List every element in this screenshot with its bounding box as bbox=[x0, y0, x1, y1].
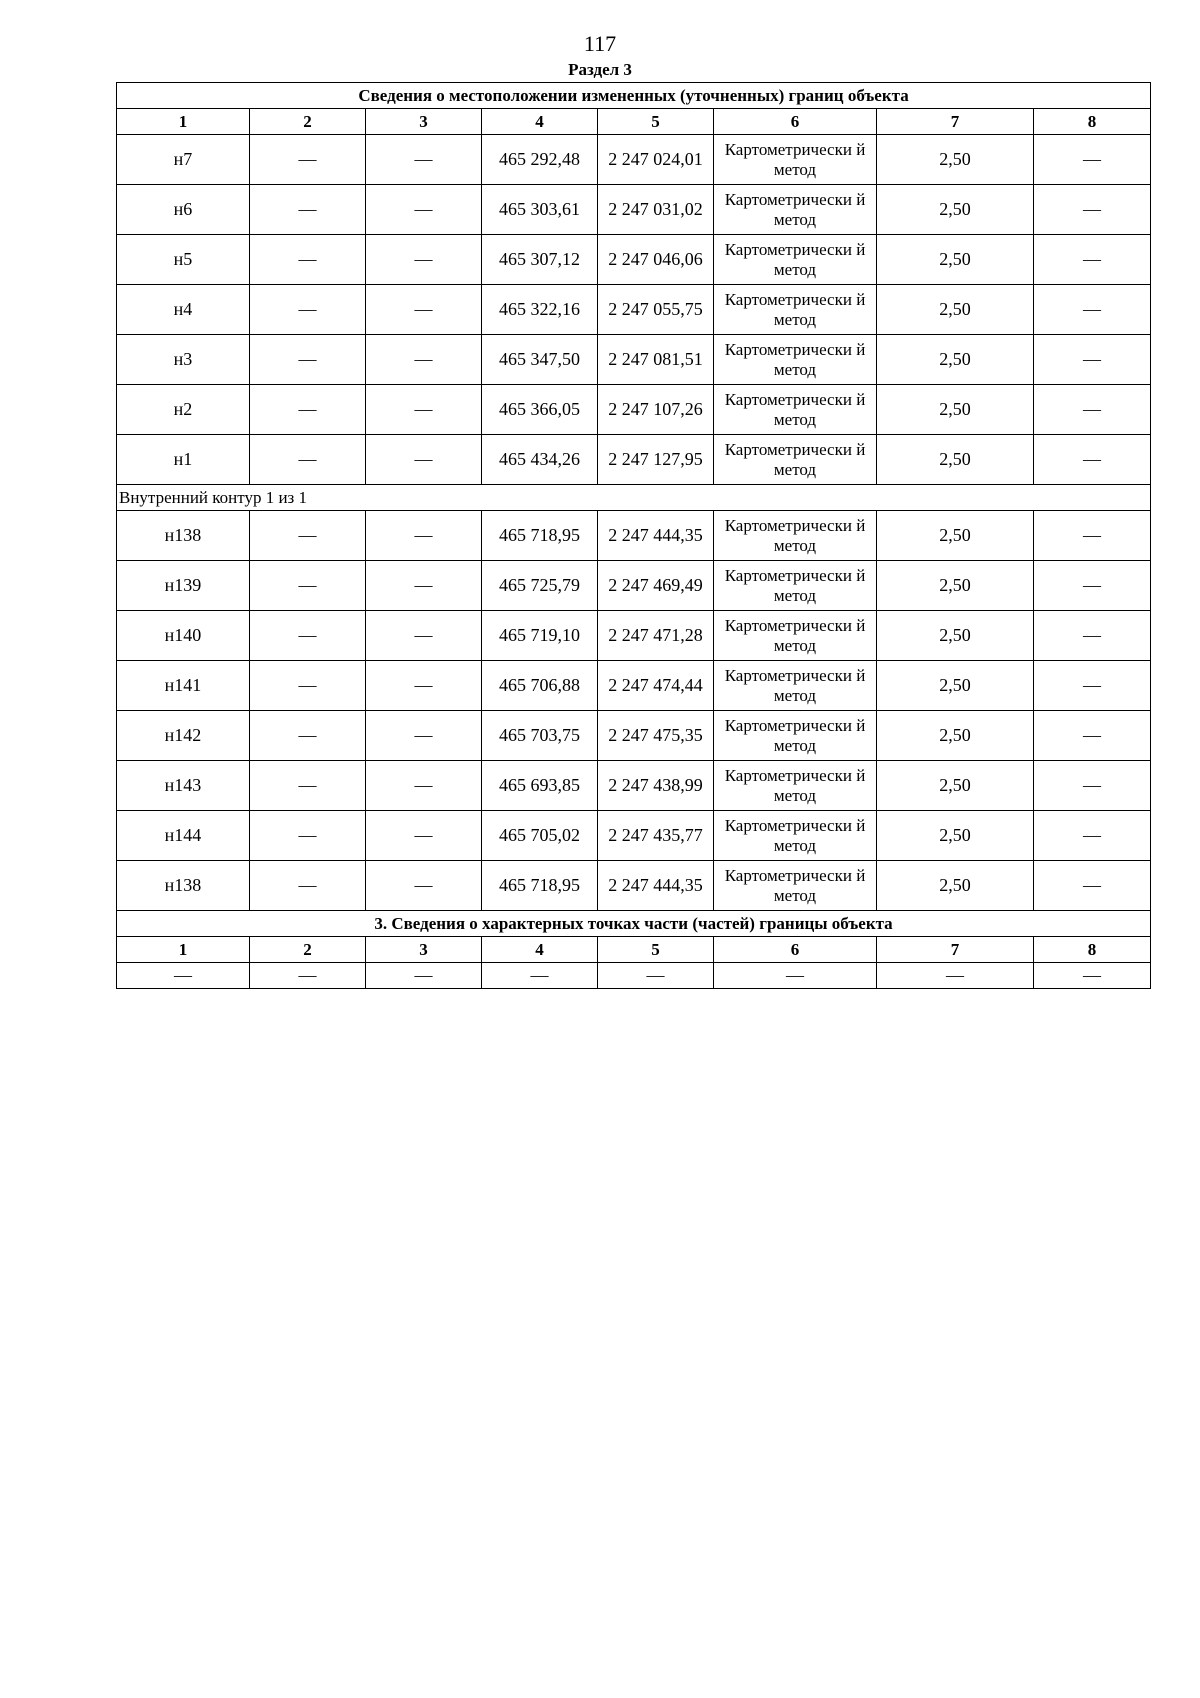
table-cell: 2 247 081,51 bbox=[598, 335, 714, 385]
table-cell: — bbox=[250, 435, 366, 485]
column-header: 3 bbox=[366, 109, 482, 135]
table-cell: Картометрически й метод bbox=[714, 761, 877, 811]
table-row bbox=[117, 861, 1151, 911]
table-cell: 2 247 438,99 bbox=[598, 761, 714, 811]
table-cell: — bbox=[366, 611, 482, 661]
table-row bbox=[117, 185, 1151, 235]
table-cell: — bbox=[250, 385, 366, 435]
table-cell: — bbox=[482, 963, 598, 989]
table-cell: — bbox=[366, 711, 482, 761]
table-cell: 2,50 bbox=[877, 285, 1034, 335]
table-cell: — bbox=[117, 963, 250, 989]
table-cell: 2,50 bbox=[877, 711, 1034, 761]
table-cell: 465 718,95 bbox=[482, 861, 598, 911]
table-cell: 2 247 469,49 bbox=[598, 561, 714, 611]
table-cell: 2,50 bbox=[877, 611, 1034, 661]
table-row bbox=[117, 235, 1151, 285]
table-cell: — bbox=[1034, 385, 1151, 435]
table-cell: — bbox=[250, 761, 366, 811]
table-cell: Картометрически й метод bbox=[714, 861, 877, 911]
table-row bbox=[117, 611, 1151, 661]
table-cell: — bbox=[1034, 811, 1151, 861]
table-cell: 2,50 bbox=[877, 385, 1034, 435]
column-header: 1 bbox=[117, 109, 250, 135]
table-cell: н7 bbox=[117, 135, 250, 185]
table-cell: — bbox=[1034, 135, 1151, 185]
table-cell: Картометрически й метод bbox=[714, 235, 877, 285]
column-header: 1 bbox=[117, 937, 250, 963]
column-header: 6 bbox=[714, 109, 877, 135]
column-header: 8 bbox=[1034, 937, 1151, 963]
table-row bbox=[117, 561, 1151, 611]
table-cell: 2 247 471,28 bbox=[598, 611, 714, 661]
table-row bbox=[117, 511, 1151, 561]
table-cell: — bbox=[250, 511, 366, 561]
table-cell: 2 247 435,77 bbox=[598, 811, 714, 861]
table-cell: — bbox=[1034, 611, 1151, 661]
table-cell: — bbox=[250, 963, 366, 989]
table-cell: 2 247 475,35 bbox=[598, 711, 714, 761]
table-cell: Картометрически й метод bbox=[714, 711, 877, 761]
table-cell: — bbox=[1034, 335, 1151, 385]
table-cell: Картометрически й метод bbox=[714, 511, 877, 561]
column-header: 2 bbox=[250, 937, 366, 963]
table-cell: н3 bbox=[117, 335, 250, 385]
table-cell: 2 247 107,26 bbox=[598, 385, 714, 435]
table-cell: — bbox=[598, 963, 714, 989]
table-cell: н2 bbox=[117, 385, 250, 435]
table-cell: 2,50 bbox=[877, 861, 1034, 911]
column-header: 6 bbox=[714, 937, 877, 963]
table-cell: 2,50 bbox=[877, 661, 1034, 711]
table-row bbox=[117, 435, 1151, 485]
table-cell: — bbox=[250, 285, 366, 335]
table-cell: н144 bbox=[117, 811, 250, 861]
contour-label-row bbox=[117, 485, 1151, 511]
table-cell: н1 bbox=[117, 435, 250, 485]
part-column-header-row bbox=[117, 937, 1151, 963]
column-header: 5 bbox=[598, 109, 714, 135]
table-cell: н143 bbox=[117, 761, 250, 811]
column-header: 8 bbox=[1034, 109, 1151, 135]
table-cell: 465 703,75 bbox=[482, 711, 598, 761]
table-cell: 465 693,85 bbox=[482, 761, 598, 811]
table-cell: 2,50 bbox=[877, 435, 1034, 485]
table-title: Сведения о местоположении измененных (уточненных) границ объекта bbox=[117, 83, 1151, 109]
table-cell: — bbox=[877, 963, 1034, 989]
table-cell: — bbox=[366, 511, 482, 561]
table-cell: н5 bbox=[117, 235, 250, 285]
section-label: Раздел 3 bbox=[568, 60, 632, 79]
table-cell: 465 434,26 bbox=[482, 435, 598, 485]
table-cell: — bbox=[1034, 861, 1151, 911]
table-row bbox=[117, 135, 1151, 185]
table-cell: — bbox=[1034, 185, 1151, 235]
table-cell: н140 bbox=[117, 611, 250, 661]
table-cell: — bbox=[250, 661, 366, 711]
table-cell: Картометрически й метод bbox=[714, 435, 877, 485]
table-cell: — bbox=[366, 435, 482, 485]
table-row bbox=[117, 385, 1151, 435]
table-cell: — bbox=[1034, 963, 1151, 989]
table-row bbox=[117, 761, 1151, 811]
table-cell: 465 718,95 bbox=[482, 511, 598, 561]
table-row bbox=[117, 711, 1151, 761]
table-cell: — bbox=[366, 285, 482, 335]
table-cell: 465 705,02 bbox=[482, 811, 598, 861]
table-cell: — bbox=[366, 235, 482, 285]
table-cell: 2,50 bbox=[877, 135, 1034, 185]
table-cell: — bbox=[366, 811, 482, 861]
column-header: 2 bbox=[250, 109, 366, 135]
table-cell: Картометрически й метод bbox=[714, 285, 877, 335]
table-cell: 2 247 024,01 bbox=[598, 135, 714, 185]
table-cell: — bbox=[250, 561, 366, 611]
table-cell: 2 247 031,02 bbox=[598, 185, 714, 235]
table-cell: н6 bbox=[117, 185, 250, 235]
table-cell: 2,50 bbox=[877, 811, 1034, 861]
table-cell: 2 247 444,35 bbox=[598, 511, 714, 561]
table-cell: — bbox=[1034, 761, 1151, 811]
table-cell: Картометрически й метод bbox=[714, 385, 877, 435]
table-cell: Картометрически й метод bbox=[714, 661, 877, 711]
table-cell: н141 bbox=[117, 661, 250, 711]
table-cell: 2,50 bbox=[877, 235, 1034, 285]
table-cell: н139 bbox=[117, 561, 250, 611]
table-cell: — bbox=[366, 661, 482, 711]
table-cell: 2 247 127,95 bbox=[598, 435, 714, 485]
table-cell: Картометрически й метод bbox=[714, 335, 877, 385]
table-cell: 465 322,16 bbox=[482, 285, 598, 335]
column-header: 3 bbox=[366, 937, 482, 963]
table-cell: — bbox=[1034, 711, 1151, 761]
table-cell: 465 706,88 bbox=[482, 661, 598, 711]
table-cell: 465 719,10 bbox=[482, 611, 598, 661]
table-cell: Картометрически й метод bbox=[714, 135, 877, 185]
column-header: 4 bbox=[482, 109, 598, 135]
column-header: 5 bbox=[598, 937, 714, 963]
table-row bbox=[117, 811, 1151, 861]
table-cell: — bbox=[1034, 511, 1151, 561]
table-cell: 2 247 055,75 bbox=[598, 285, 714, 335]
table-cell: — bbox=[366, 135, 482, 185]
table-cell: 2 247 474,44 bbox=[598, 661, 714, 711]
column-header: 7 bbox=[877, 937, 1034, 963]
table-row bbox=[117, 335, 1151, 385]
table-row bbox=[117, 661, 1151, 711]
part-title: 3. Сведения о характерных точках части (частей) границы объекта bbox=[117, 911, 1151, 937]
contour-label: Внутренний контур 1 из 1 bbox=[117, 485, 1151, 511]
table-cell: — bbox=[714, 963, 877, 989]
table-cell: — bbox=[1034, 661, 1151, 711]
table-cell: — bbox=[1034, 285, 1151, 335]
table-cell: н138 bbox=[117, 861, 250, 911]
table-row bbox=[117, 285, 1151, 335]
table-cell: н142 bbox=[117, 711, 250, 761]
column-header: 4 bbox=[482, 937, 598, 963]
table-cell: — bbox=[366, 185, 482, 235]
table-cell: 2,50 bbox=[877, 335, 1034, 385]
table-cell: — bbox=[250, 335, 366, 385]
table-cell: — bbox=[250, 235, 366, 285]
table-cell: 465 307,12 bbox=[482, 235, 598, 285]
table-cell: 2,50 bbox=[877, 561, 1034, 611]
table-cell: — bbox=[366, 963, 482, 989]
column-header: 7 bbox=[877, 109, 1034, 135]
table-cell: Картометрически й метод bbox=[714, 561, 877, 611]
boundary-table bbox=[116, 82, 1151, 989]
table-cell: 2,50 bbox=[877, 511, 1034, 561]
table-cell: 465 292,48 bbox=[482, 135, 598, 185]
table-row bbox=[117, 963, 1151, 989]
table-cell: — bbox=[1034, 235, 1151, 285]
column-header-row bbox=[117, 109, 1151, 135]
table-cell: — bbox=[250, 711, 366, 761]
table-cell: — bbox=[250, 861, 366, 911]
table-cell: н4 bbox=[117, 285, 250, 335]
table-cell: 465 347,50 bbox=[482, 335, 598, 385]
table-cell: Картометрически й метод bbox=[714, 811, 877, 861]
table-cell: 465 725,79 bbox=[482, 561, 598, 611]
table-cell: — bbox=[366, 761, 482, 811]
table-cell: — bbox=[366, 335, 482, 385]
page-number: 117 bbox=[583, 31, 617, 56]
table-cell: — bbox=[366, 861, 482, 911]
table-cell: 2,50 bbox=[877, 761, 1034, 811]
table-cell: 2 247 444,35 bbox=[598, 861, 714, 911]
table-cell: — bbox=[250, 185, 366, 235]
table-cell: 465 366,05 bbox=[482, 385, 598, 435]
table-cell: — bbox=[250, 135, 366, 185]
table-cell: — bbox=[1034, 435, 1151, 485]
part-title-row bbox=[117, 911, 1151, 937]
table-cell: — bbox=[250, 811, 366, 861]
table-cell: н138 bbox=[117, 511, 250, 561]
table-cell: — bbox=[250, 611, 366, 661]
table-cell: 465 303,61 bbox=[482, 185, 598, 235]
table-cell: 2 247 046,06 bbox=[598, 235, 714, 285]
table-cell: — bbox=[366, 561, 482, 611]
table-cell: 2,50 bbox=[877, 185, 1034, 235]
table-cell: — bbox=[1034, 561, 1151, 611]
table-cell: — bbox=[366, 385, 482, 435]
table-cell: Картометрически й метод bbox=[714, 185, 877, 235]
table-cell: Картометрически й метод bbox=[714, 611, 877, 661]
